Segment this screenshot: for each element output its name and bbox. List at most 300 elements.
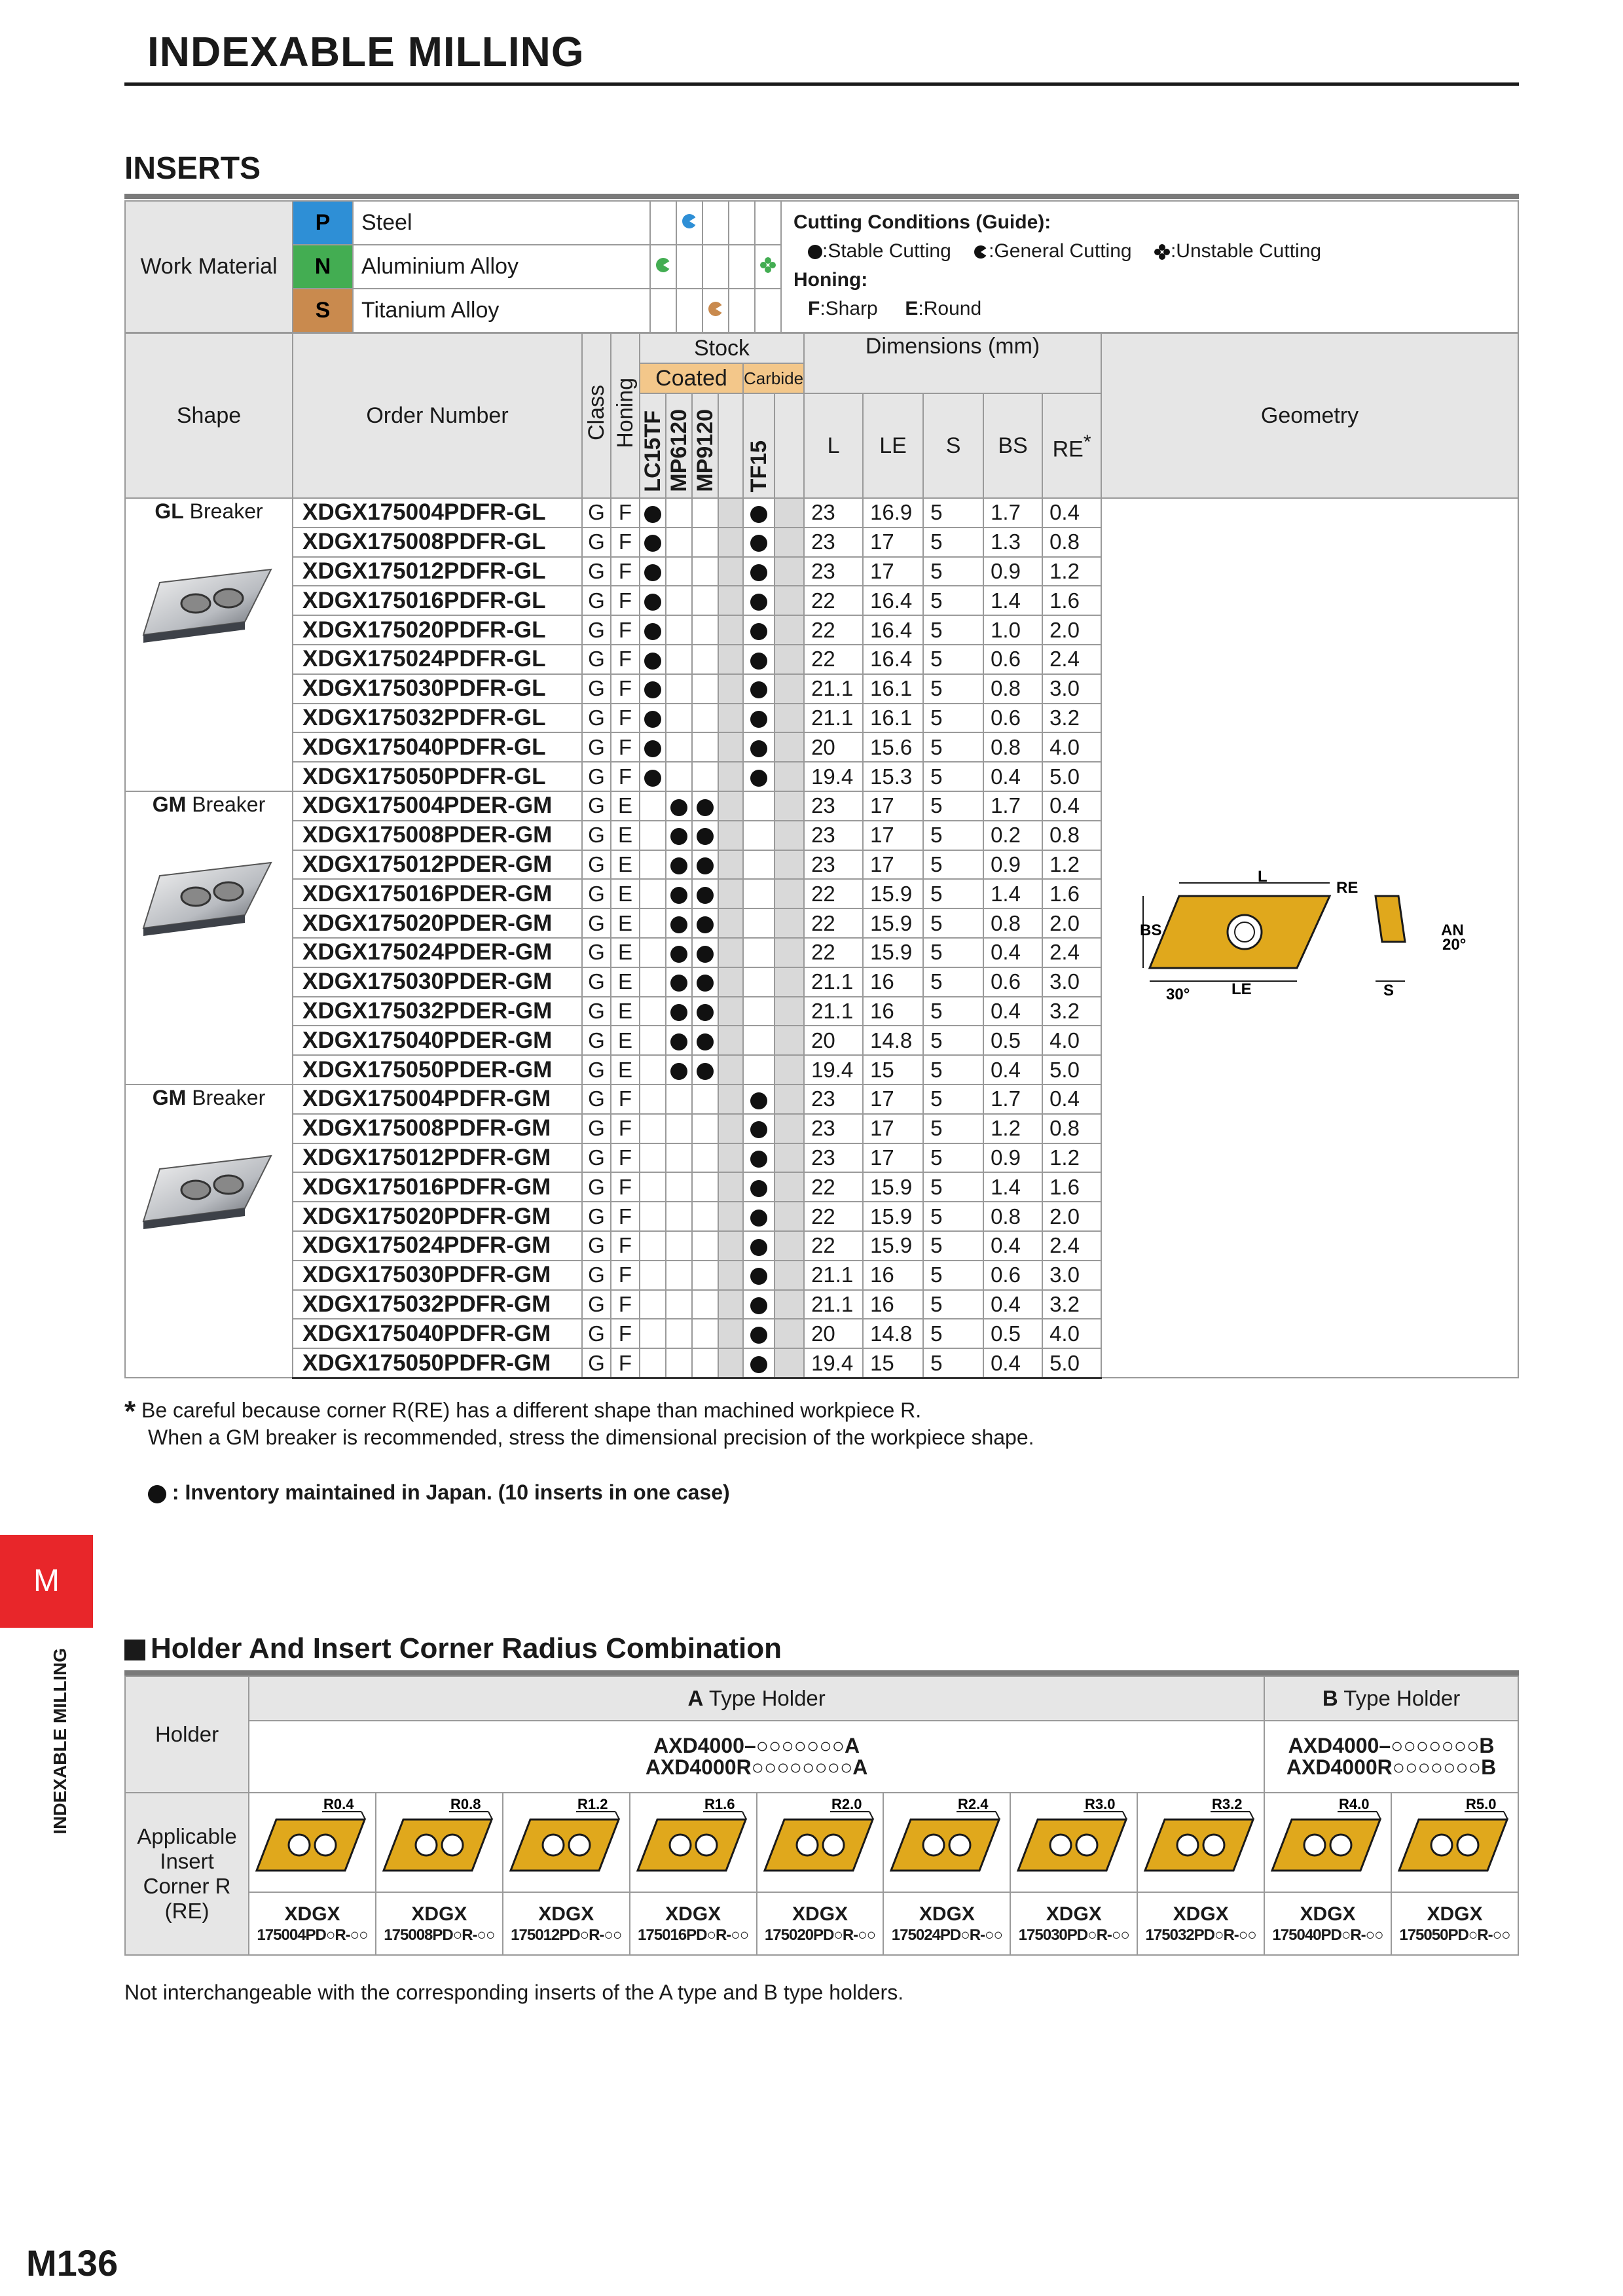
shape-cell <box>125 498 293 791</box>
stock-lc15tf-cell <box>640 762 666 791</box>
stock-mp9120-cell <box>692 615 718 645</box>
dim-bs: 0.4 <box>983 938 1042 967</box>
insert-drawing-icon <box>1012 1793 1136 1885</box>
stock-blank2-cell <box>775 674 804 704</box>
dim-le: 16.1 <box>863 704 923 733</box>
stock-lc15tf-cell <box>640 1261 666 1290</box>
dim-bs: 1.3 <box>983 528 1042 557</box>
insert-radius-cell <box>1137 1793 1264 1892</box>
dim-re: 3.2 <box>1042 1290 1101 1319</box>
insert-drawing-icon <box>631 1793 756 1885</box>
stock-dot-icon <box>644 506 661 523</box>
stock-blank-cell <box>718 732 743 762</box>
material-name-titanium: Titanium Alloy <box>353 289 650 332</box>
dimensions-header: Dimensions (mm) <box>804 333 1101 393</box>
stock-dot-icon <box>750 1151 767 1168</box>
dim-le: 15.9 <box>863 879 923 908</box>
dim-le: 17 <box>863 821 923 850</box>
stock-dot-icon <box>750 653 767 670</box>
insert-radius-cell <box>630 1793 757 1892</box>
stock-mp6120-cell <box>666 850 692 880</box>
stock-mp6120-cell <box>666 674 692 704</box>
geometry-cell <box>1101 498 1518 1378</box>
dim-le: 16 <box>863 1261 923 1290</box>
stock-tf15-cell <box>743 938 775 967</box>
section-divider <box>124 194 1519 199</box>
stock-blank-cell <box>718 586 743 615</box>
dim-re: 1.6 <box>1042 586 1101 615</box>
honing-cell: E <box>611 879 640 908</box>
class-cell: G <box>582 645 611 674</box>
dim-re: 0.4 <box>1042 1085 1101 1114</box>
dim-s: 5 <box>923 1231 983 1261</box>
dim-le: 17 <box>863 1085 923 1114</box>
insert-radius-cell <box>503 1793 630 1892</box>
dim-bs: 0.9 <box>983 1143 1042 1173</box>
honing-cell: E <box>611 908 640 938</box>
dim-re: 1.6 <box>1042 1172 1101 1202</box>
grade-tf15: TF15 <box>746 440 771 492</box>
stock-mp6120-cell <box>666 1319 692 1348</box>
dim-re: 2.0 <box>1042 615 1101 645</box>
honing-header: Honing <box>613 378 638 448</box>
dim-le: 15.3 <box>863 762 923 791</box>
honing-cell: F <box>611 1290 640 1319</box>
class-cell: G <box>582 821 611 850</box>
dim-bs: 0.8 <box>983 1202 1042 1231</box>
stock-mp9120-cell <box>692 791 718 821</box>
dim-re: 2.4 <box>1042 938 1101 967</box>
dim-le: 17 <box>863 1143 923 1173</box>
dim-bs: 1.7 <box>983 791 1042 821</box>
class-cell: G <box>582 1172 611 1202</box>
stock-mp6120-cell <box>666 615 692 645</box>
class-header: Class <box>584 385 609 441</box>
material-code-s: S <box>293 289 353 332</box>
dim-l: 23 <box>804 821 863 850</box>
stock-dot-icon <box>670 799 687 816</box>
class-cell: G <box>582 498 611 528</box>
stock-dot-icon <box>750 1268 767 1285</box>
insert-drawing-icon <box>504 1793 629 1885</box>
honing-cell: E <box>611 1055 640 1085</box>
stock-tf15-cell <box>743 821 775 850</box>
class-cell: G <box>582 967 611 997</box>
stock-blank-cell <box>718 1172 743 1202</box>
corner-radius-label: R3.2 <box>1212 1796 1243 1812</box>
stock-tf15-cell <box>743 1202 775 1231</box>
stock-tf15-cell <box>743 850 775 880</box>
insert-photo-icon <box>134 556 284 648</box>
stock-blank2-cell <box>775 704 804 733</box>
stock-blank-cell <box>718 850 743 880</box>
insert-code-cell <box>1137 1892 1264 1955</box>
stock-mp6120-cell <box>666 1231 692 1261</box>
order-number: XDGX175050PDFR-GL <box>293 762 582 791</box>
insert-radius-cell <box>883 1793 1010 1892</box>
class-cell: G <box>582 1319 611 1348</box>
dim-s-header: S <box>923 393 983 498</box>
insert-drawing-icon <box>1266 1793 1390 1885</box>
insert-code: 175008PD○R-○○ <box>384 1926 495 1944</box>
corner-radius-label: R2.4 <box>958 1796 989 1812</box>
stock-mp9120-cell <box>692 704 718 733</box>
dim-l: 20 <box>804 1319 863 1348</box>
order-number: XDGX175032PDFR-GM <box>293 1290 582 1319</box>
dim-bs: 0.8 <box>983 674 1042 704</box>
insert-photo-icon <box>134 850 284 941</box>
insert-code: 175040PD○R-○○ <box>1272 1926 1383 1944</box>
stock-mp6120-cell <box>666 967 692 997</box>
dim-l: 23 <box>804 850 863 880</box>
material-name-aluminium: Aluminium Alloy <box>353 245 650 289</box>
insert-code: 175020PD○R-○○ <box>764 1926 876 1944</box>
stock-dot-icon <box>148 1485 166 1503</box>
stock-tf15-cell <box>743 967 775 997</box>
stock-blank-cell <box>718 704 743 733</box>
dim-l: 21.1 <box>804 704 863 733</box>
stock-tf15-cell <box>743 674 775 704</box>
dim-l: 22 <box>804 1231 863 1261</box>
stock-tf15-cell <box>743 615 775 645</box>
stock-blank-cell <box>718 1319 743 1348</box>
stock-dot-icon <box>750 740 767 757</box>
work-material-label: Work Material <box>125 201 293 332</box>
breaker-name: GM Breaker <box>152 792 266 816</box>
stock-blank2-cell <box>775 1261 804 1290</box>
honing-cell: F <box>611 674 640 704</box>
stock-blank2-cell <box>775 997 804 1026</box>
order-number: XDGX175008PDER-GM <box>293 821 582 850</box>
class-cell: G <box>582 528 611 557</box>
dim-le: 16.9 <box>863 498 923 528</box>
insert-series: XDGX <box>411 1903 467 1925</box>
insert-code-cell <box>883 1892 1010 1955</box>
stock-blank2-cell <box>775 1143 804 1173</box>
stock-mp6120-cell <box>666 938 692 967</box>
dim-l: 19.4 <box>804 1348 863 1378</box>
honing-e-text: :Round <box>918 298 982 319</box>
dim-s: 5 <box>923 645 983 674</box>
dim-l: 23 <box>804 498 863 528</box>
dim-s: 5 <box>923 1085 983 1114</box>
insert-code: 175016PD○R-○○ <box>638 1926 749 1944</box>
stock-lc15tf-cell <box>640 997 666 1026</box>
stock-tf15-cell <box>743 704 775 733</box>
dim-re: 3.0 <box>1042 1261 1101 1290</box>
insert-series: XDGX <box>1427 1903 1483 1925</box>
stock-blank2-cell <box>775 528 804 557</box>
stock-mp9120-cell <box>692 1348 718 1378</box>
dim-bs: 0.6 <box>983 645 1042 674</box>
insert-radius-cell <box>1391 1793 1518 1892</box>
stock-mp6120-cell <box>666 732 692 762</box>
dim-le: 14.8 <box>863 1319 923 1348</box>
stock-dot-icon <box>750 506 767 523</box>
insert-code: 175050PD○R-○○ <box>1399 1926 1510 1944</box>
honing-cell: E <box>611 821 640 850</box>
honing-cell: E <box>611 938 640 967</box>
stock-lc15tf-cell <box>640 498 666 528</box>
insert-code: 175012PD○R-○○ <box>511 1926 622 1944</box>
stock-lc15tf-cell <box>640 1202 666 1231</box>
dim-re: 2.4 <box>1042 1231 1101 1261</box>
stock-tf15-cell <box>743 1172 775 1202</box>
stock-mp6120-cell <box>666 1261 692 1290</box>
dim-s: 5 <box>923 586 983 615</box>
stock-blank-cell <box>718 674 743 704</box>
dim-le: 17 <box>863 791 923 821</box>
stock-dot-icon <box>644 681 661 698</box>
stock-blank2-cell <box>775 1231 804 1261</box>
dim-le: 16.4 <box>863 586 923 615</box>
dim-re: 1.2 <box>1042 1143 1101 1173</box>
stock-blank2-cell <box>775 762 804 791</box>
dim-le: 16 <box>863 997 923 1026</box>
stock-blank2-cell <box>775 1026 804 1055</box>
dim-bs: 0.8 <box>983 908 1042 938</box>
honing-cell: E <box>611 850 640 880</box>
stock-tf15-cell <box>743 1261 775 1290</box>
side-tab-label: INDEXABLE MILLING <box>50 1647 70 1835</box>
dim-bs: 1.0 <box>983 615 1042 645</box>
stock-lc15tf-cell <box>640 1114 666 1143</box>
coated-header: Coated <box>640 363 743 393</box>
stock-lc15tf-cell <box>640 791 666 821</box>
stock-mp9120-cell <box>692 762 718 791</box>
stock-blank2-cell <box>775 1055 804 1085</box>
grade-mp9120: MP9120 <box>693 409 718 492</box>
stock-dot-icon <box>670 946 687 963</box>
insert-code-cell <box>249 1892 376 1955</box>
stock-blank2-cell <box>775 1319 804 1348</box>
stock-dot-icon <box>644 770 661 787</box>
dim-l: 22 <box>804 615 863 645</box>
footnote-line-2: When a GM breaker is recommended, stress the dimensional precision of the workpiece shape. <box>148 1426 1034 1449</box>
stock-dot-icon <box>697 887 714 904</box>
dim-l: 22 <box>804 645 863 674</box>
stock-tf15-cell <box>743 1319 775 1348</box>
stock-lc15tf-cell <box>640 557 666 586</box>
honing-f-text: :Sharp <box>820 298 878 319</box>
stock-mp9120-cell <box>692 1231 718 1261</box>
class-cell: G <box>582 938 611 967</box>
class-cell: G <box>582 557 611 586</box>
stock-dot-icon <box>670 916 687 933</box>
stock-blank-cell <box>718 1085 743 1114</box>
shape-header: Shape <box>125 333 293 498</box>
corner-radius-label: R3.0 <box>1085 1796 1116 1812</box>
page-number: M136 <box>26 2242 119 2284</box>
class-cell: G <box>582 704 611 733</box>
stock-blank2-cell <box>775 732 804 762</box>
stable-cutting-label: :Stable Cutting <box>822 240 951 262</box>
honing-cell: E <box>611 967 640 997</box>
stock-tf15-cell <box>743 1231 775 1261</box>
dim-bs: 0.9 <box>983 850 1042 880</box>
stock-dot-icon <box>750 535 767 552</box>
dim-le: 15.9 <box>863 938 923 967</box>
order-number: XDGX175024PDFR-GM <box>293 1231 582 1261</box>
stock-mp6120-cell <box>666 704 692 733</box>
stock-mp6120-cell <box>666 1202 692 1231</box>
stock-dot-icon <box>750 594 767 611</box>
dim-re: 1.2 <box>1042 850 1101 880</box>
class-cell: G <box>582 850 611 880</box>
stock-dot-icon <box>750 1092 767 1109</box>
dim-s: 5 <box>923 674 983 704</box>
stock-dot-icon <box>697 1063 714 1080</box>
stock-tf15-cell <box>743 1290 775 1319</box>
stock-mp6120-cell <box>666 1172 692 1202</box>
class-cell: G <box>582 1026 611 1055</box>
dim-bs: 1.7 <box>983 1085 1042 1114</box>
dim-bs: 0.6 <box>983 967 1042 997</box>
dim-s: 5 <box>923 1114 983 1143</box>
insert-series: XDGX <box>792 1903 848 1925</box>
stock-blank-cell <box>718 1261 743 1290</box>
general-cutting-icon <box>973 244 989 260</box>
insert-drawing-icon <box>377 1793 501 1885</box>
cutting-conditions-title: Cutting Conditions (Guide): <box>793 211 1051 233</box>
dim-le: 17 <box>863 528 923 557</box>
stock-tf15-cell <box>743 645 775 674</box>
stock-mp6120-cell <box>666 586 692 615</box>
stock-lc15tf-cell <box>640 615 666 645</box>
stock-mp6120-cell <box>666 762 692 791</box>
dim-bs: 0.4 <box>983 762 1042 791</box>
geometry-label-an_val: 20° <box>1442 936 1466 954</box>
page-title: INDEXABLE MILLING <box>147 28 585 75</box>
stock-dot-icon <box>697 1033 714 1050</box>
stock-dot-icon <box>750 1180 767 1197</box>
insert-series: XDGX <box>1173 1903 1229 1925</box>
dim-s: 5 <box>923 498 983 528</box>
stock-dot-icon <box>750 1297 767 1314</box>
dim-bs: 1.2 <box>983 1114 1042 1143</box>
section-title: INSERTS <box>124 151 261 186</box>
dim-l: 21.1 <box>804 997 863 1026</box>
stock-lc15tf-cell <box>640 1231 666 1261</box>
stock-blank2-cell <box>775 1202 804 1231</box>
stock-tf15-cell <box>743 498 775 528</box>
holder-section-title: Holder And Insert Corner Radius Combination <box>124 1632 782 1665</box>
stock-mp9120-cell <box>692 1202 718 1231</box>
stock-blank-cell <box>718 967 743 997</box>
dim-l: 21.1 <box>804 967 863 997</box>
insert-series: XDGX <box>284 1903 340 1925</box>
dim-l: 19.4 <box>804 762 863 791</box>
dim-re: 4.0 <box>1042 1319 1101 1348</box>
stock-mp6120-cell <box>666 557 692 586</box>
stock-dot-icon <box>644 711 661 728</box>
stock-lc15tf-cell <box>640 879 666 908</box>
a-type-header: A Type Holder <box>249 1676 1264 1721</box>
stock-mp9120-cell <box>692 732 718 762</box>
dim-s: 5 <box>923 821 983 850</box>
stock-blank-cell <box>718 498 743 528</box>
honing-cell: F <box>611 732 640 762</box>
stock-lc15tf-cell <box>640 908 666 938</box>
insert-radius-cell <box>757 1793 884 1892</box>
honing-cell: F <box>611 1202 640 1231</box>
dim-l: 23 <box>804 791 863 821</box>
material-name-steel: Steel <box>353 201 650 245</box>
stock-tf15-cell <box>743 586 775 615</box>
unstable-cutting-label: :Unstable Cutting <box>1170 240 1322 262</box>
stock-dot-icon <box>697 799 714 816</box>
honing-cell: F <box>611 1261 640 1290</box>
honing-cell: F <box>611 704 640 733</box>
dim-re: 1.2 <box>1042 557 1101 586</box>
insert-series: XDGX <box>1046 1903 1102 1925</box>
dim-s: 5 <box>923 1348 983 1378</box>
dim-le: 16 <box>863 1290 923 1319</box>
stock-tf15-cell <box>743 879 775 908</box>
stock-dot-icon <box>644 740 661 757</box>
honing-cell: F <box>611 645 640 674</box>
stock-dot-icon <box>750 770 767 787</box>
stock-dot-icon <box>697 946 714 963</box>
insert-photo-icon <box>134 1143 284 1234</box>
class-cell: G <box>582 1114 611 1143</box>
insert-drawing-icon <box>758 1793 883 1885</box>
stock-blank-cell <box>718 645 743 674</box>
stock-blank-cell <box>718 1231 743 1261</box>
stock-lc15tf-cell <box>640 645 666 674</box>
insert-series: XDGX <box>919 1903 975 1925</box>
dim-re: 3.0 <box>1042 967 1101 997</box>
dim-bs: 0.6 <box>983 1261 1042 1290</box>
stock-blank-cell <box>718 997 743 1026</box>
stock-dot-icon <box>697 1004 714 1021</box>
stock-mp9120-cell <box>692 586 718 615</box>
stock-dot-icon <box>750 681 767 698</box>
dim-re: 5.0 <box>1042 1055 1101 1085</box>
insert-code: 175004PD○R-○○ <box>257 1926 368 1944</box>
stock-lc15tf-cell <box>640 1290 666 1319</box>
footnote-re: * Be careful because corner R(RE) has a different shape than machined workpiece R. <box>124 1395 922 1427</box>
insert-code-cell <box>1391 1892 1518 1955</box>
dim-le: 15 <box>863 1055 923 1085</box>
stock-mp9120-cell <box>692 1143 718 1173</box>
insert-code-cell <box>503 1892 630 1955</box>
class-cell: G <box>582 1143 611 1173</box>
stock-dot-icon <box>670 887 687 904</box>
honing-cell: F <box>611 557 640 586</box>
stock-tf15-cell <box>743 557 775 586</box>
order-number: XDGX175020PDFR-GM <box>293 1202 582 1231</box>
stock-dot-icon <box>670 975 687 992</box>
stock-dot-icon <box>750 1356 767 1373</box>
stock-blank-cell <box>718 528 743 557</box>
stock-mp6120-cell <box>666 791 692 821</box>
material-code-p: P <box>293 201 353 245</box>
honing-cell: F <box>611 1143 640 1173</box>
stock-blank-cell <box>718 821 743 850</box>
general-cutting-icon-n <box>650 245 676 289</box>
dim-bs: 0.4 <box>983 997 1042 1026</box>
honing-cell: E <box>611 791 640 821</box>
stock-dot-icon <box>750 564 767 581</box>
stock-tf15-cell <box>743 1085 775 1114</box>
breaker-name: GL Breaker <box>155 499 263 523</box>
class-cell: G <box>582 1348 611 1378</box>
dim-bs: 0.4 <box>983 1055 1042 1085</box>
dim-re: 4.0 <box>1042 1026 1101 1055</box>
stock-mp9120-cell <box>692 1114 718 1143</box>
stock-mp6120-cell <box>666 645 692 674</box>
